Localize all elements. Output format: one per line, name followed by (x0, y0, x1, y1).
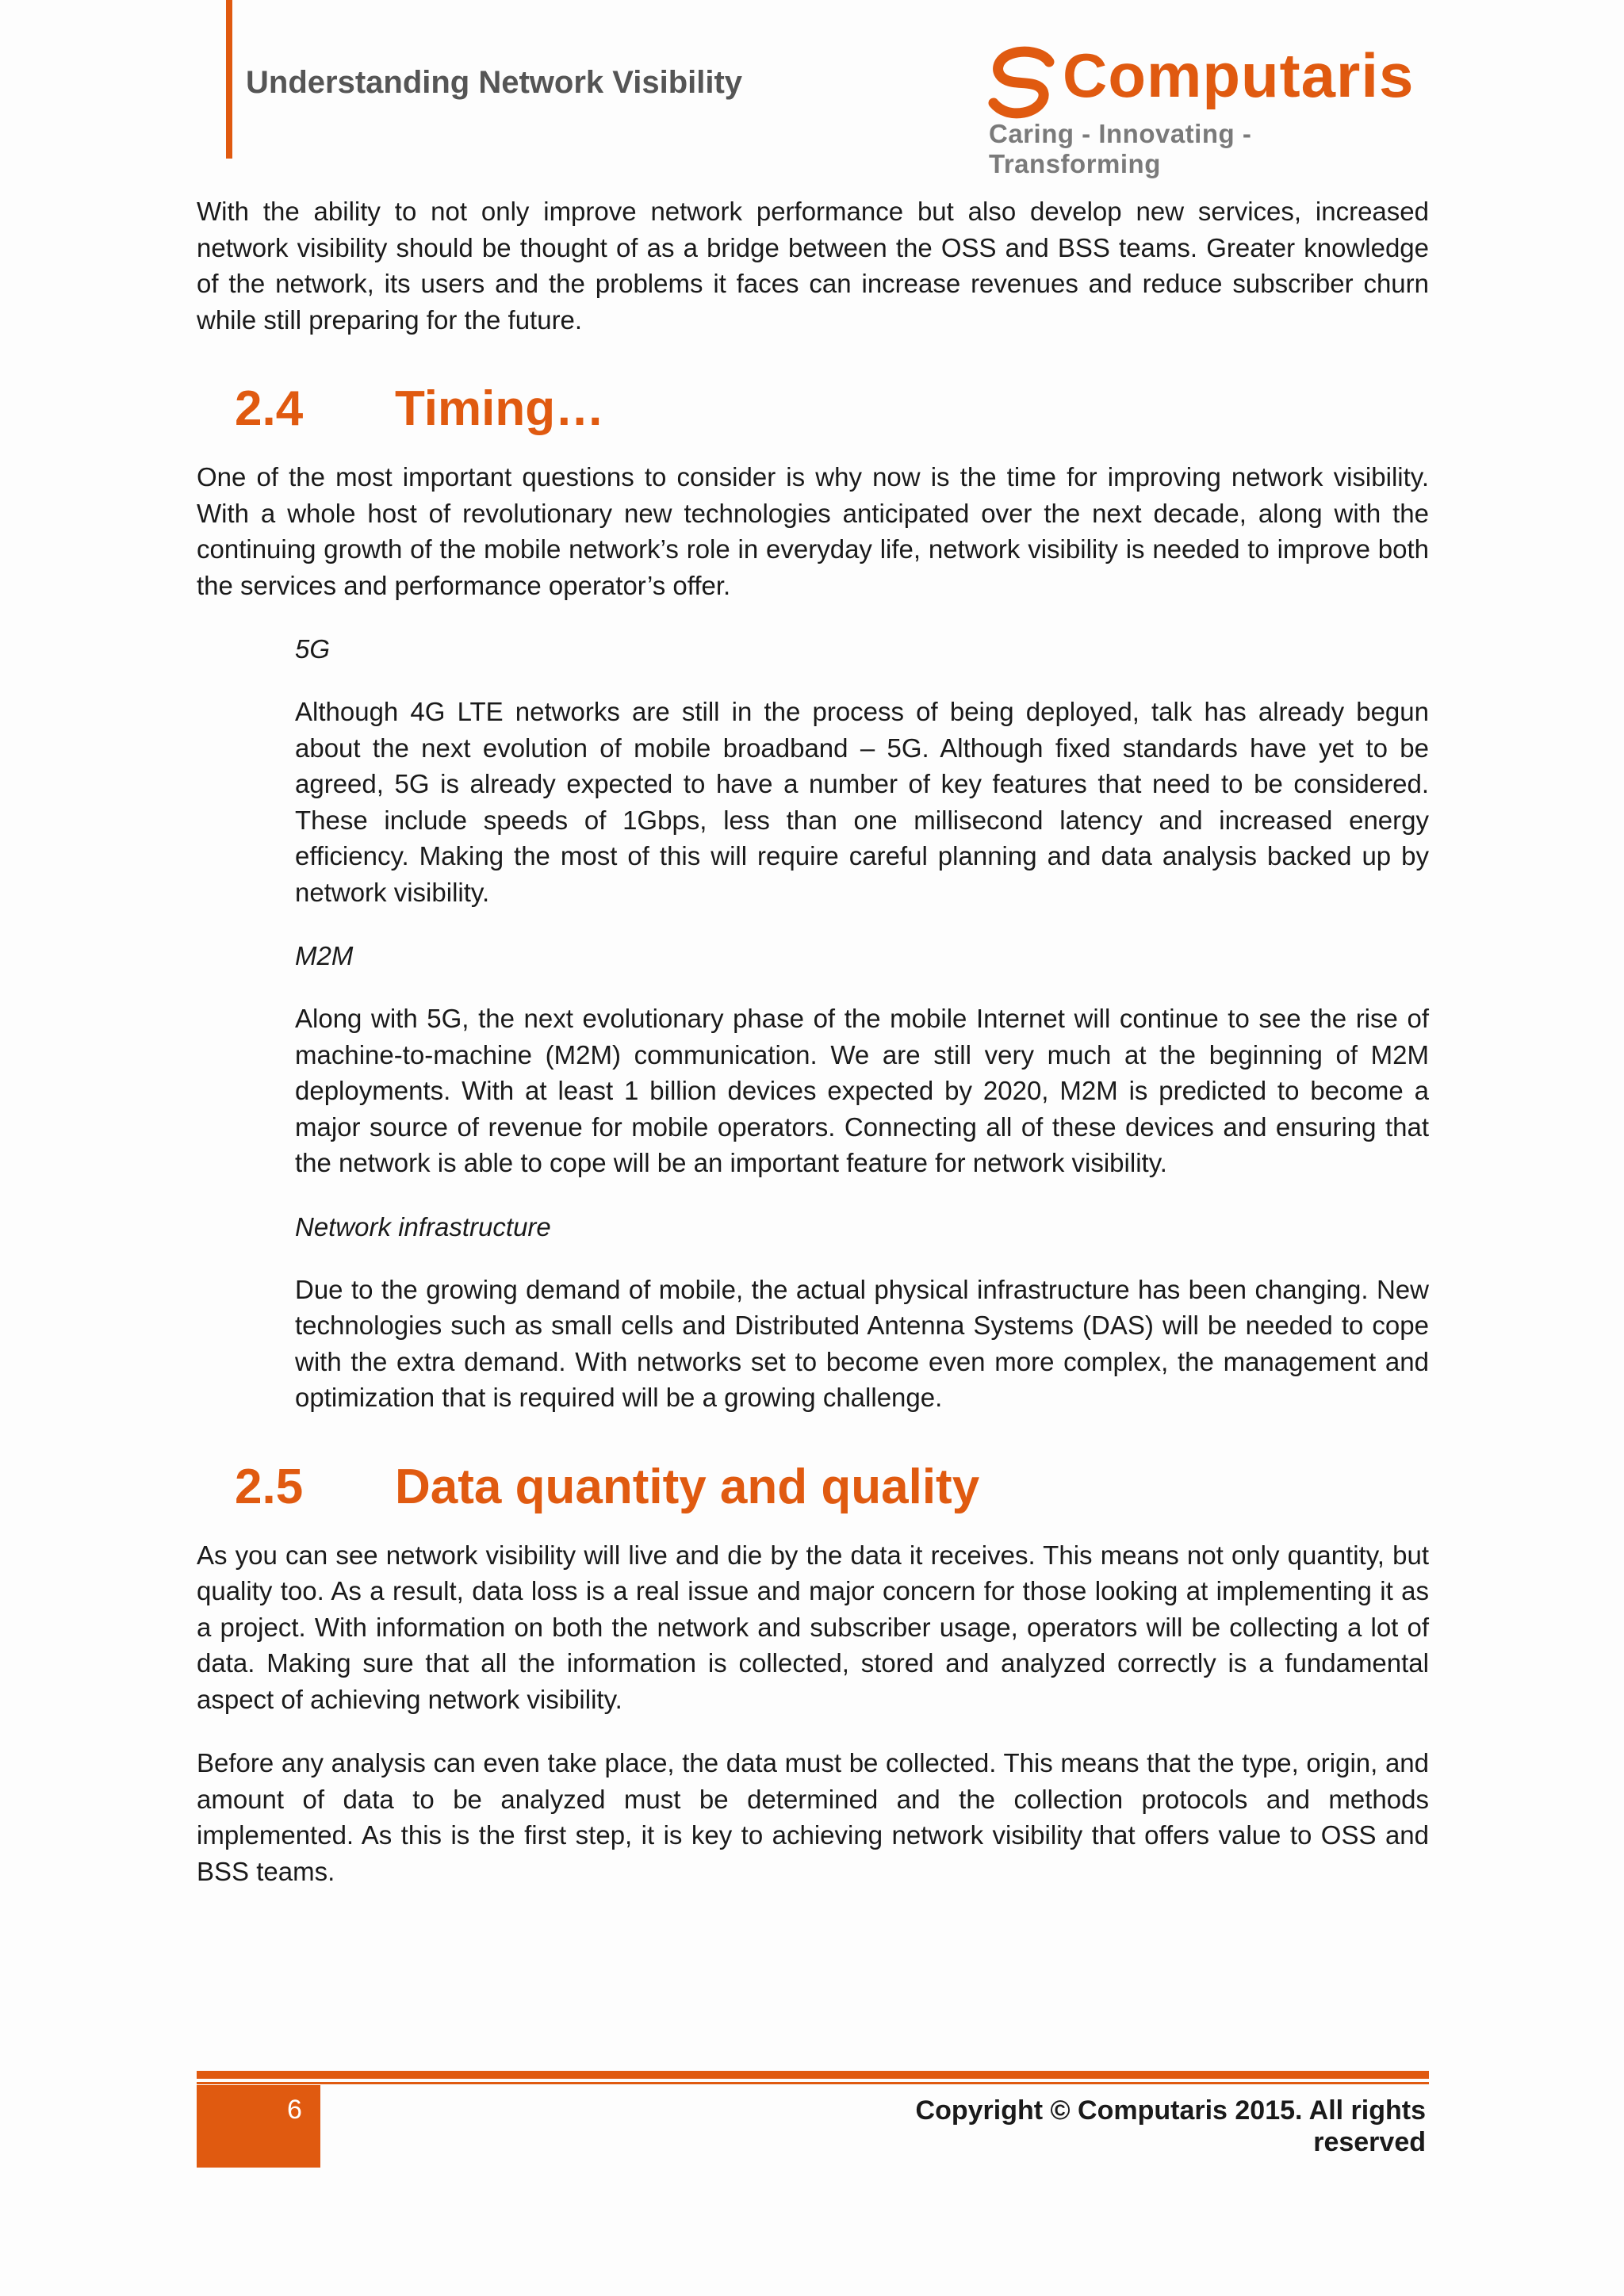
header-accent-bar (226, 0, 232, 159)
section-2-5-paragraph-1: As you can see network visibility will live and die by the data it receives. This means not only quantity, but quality too. As a result, data loss is a real issue and major concern for those looking at implementing it as a project. With information on both the network and subscriber usage, operators will be collecting a lot of data. Making sure that all the information is collected, stored and analyzed correctly is a fundamental aspect of achieving network visibility. (197, 1540, 1429, 1714)
section-2-5-paragraph-2: Before any analysis can even take place, the data must be collected. This means that the type, origin, and amount of data to be analyzed must be determined and the collection protocols and methods implemented. As this is the first step, it is key to achieving network visibility that offers value to OSS and BSS teams. (197, 1748, 1429, 1886)
logo-tagline: Caring - Innovating - Transforming (989, 119, 1252, 178)
copyright-notice (871, 2095, 1426, 2158)
copyright-line-1: Copyright © Computaris 2015. All rights (915, 2095, 1426, 2126)
section-number: 2.5 (235, 1459, 304, 1514)
subsection-heading-5g: 5G (295, 634, 331, 664)
subsection-heading-infrastructure: Network infrastructure (295, 1211, 551, 1242)
section-title: Timing… (395, 381, 605, 436)
subsection-heading-m2m: M2M (295, 941, 354, 970)
copyright-line-2: reserved (1313, 2127, 1426, 2157)
page-content (197, 193, 1429, 1889)
subsection-text-5g: Although 4G LTE networks are still in the process of being deployed, talk has already begun about the next evolution of mobile broadband – 5G. Although fixed standards have yet to be agreed, 5G is already expected to have a number of key features that need to be considered. These include speeds of 1Gbps, less than one millisecond latency and increased energy efficiency. Making the most of this will require careful planning and data analysis backed up by network visibility. (295, 697, 1429, 907)
logo-s-icon (987, 46, 1059, 119)
document-title: Understanding Network Visibility (246, 65, 743, 100)
footer-rule (197, 2071, 1429, 2079)
subsection-text-m2m: Along with 5G, the next evolutionary phase of the mobile Internet will continue to see the rise of machine-to-machine (M2M) communication. We are still very much at the beginning of M2M deployments. With at least 1 billion devices expected by 2020, M2M is predicted to become a major source of revenue for mobile operators. Connecting all of these devices and ensuring that the network is able to cope will be an important feature for network visibility. (295, 1004, 1429, 1177)
page-number: 6 (287, 2095, 302, 2125)
section-2-4-paragraph: One of the most important questions to consider is why now is the time for improving network visibility. With a whole host of revolutionary new technologies anticipated over the next decade, along with the continuing growth of the mobile network’s role in everyday life, network visibility is needed to improve both the services and performance operator’s offer. (197, 462, 1429, 600)
company-logo (987, 40, 1415, 178)
section-number: 2.4 (235, 381, 304, 436)
logo-wordmark: Computaris (1063, 40, 1415, 110)
section-title: Data quantity and quality (395, 1459, 980, 1514)
subsection-text-infrastructure: Due to the growing demand of mobile, the actual physical infrastructure has been changing. New technologies such as small cells and Distributed Antenna Systems (DAS) will be needed to cope with the extra demand. With networks set to become even more complex, the management and optimization that is required will be a growing challenge. (295, 1274, 1429, 1412)
intro-paragraph: With the ability to not only improve network performance but also develop new services, increased network visibility should be thought of as a bridge between the OSS and BSS teams. Greater knowledge of the network, its users and the problems it faces can increase revenues and reduce subscriber churn while still preparing for the future. (197, 197, 1429, 335)
section-heading-2-4 (197, 381, 1429, 437)
section-heading-2-5 (197, 1459, 1429, 1515)
footer-rule-thin (197, 2082, 1429, 2084)
